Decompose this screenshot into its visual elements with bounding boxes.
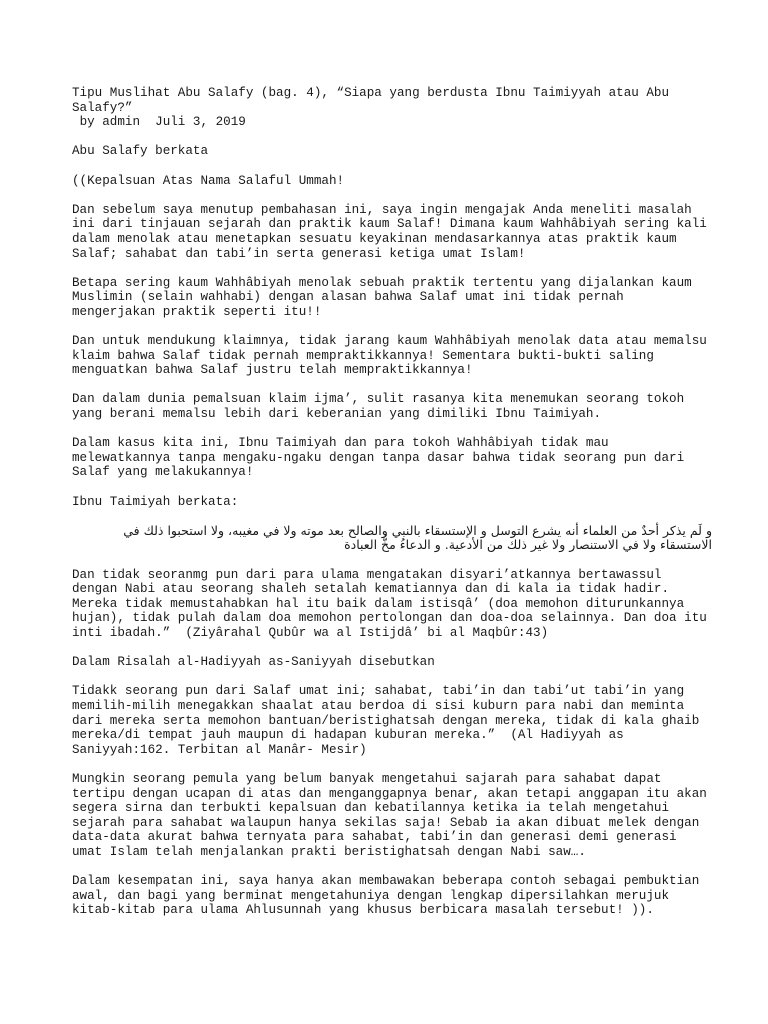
document-page	[72, 86, 715, 932]
paragraph: ((Kepalsuan Atas Nama Salaful Ummah!	[72, 173, 345, 188]
paragraph: Ibnu Taimiyah berkata:	[72, 494, 239, 509]
paragraph: Betapa sering kaum Wahhâbiyah menolak sebuah praktik tertentu yang dijalankan kaum Muslimin (selain wahhabi) dengan alasan bahwa Salaf umat ini tidak pernah mengerjakan praktik seperti itu!!	[72, 275, 700, 319]
paragraph: Dalam kesempatan ini, saya hanya akan membawakan beberapa contoh sebagai pembuktian awal, dan bagi yang berminat mengetahuniya dengan lengkap dipersilahkan merujuk kitab-kitab para ulama Ahlusunnah yang khusus berbicara masalah tersebut! )).	[72, 874, 707, 918]
paragraph: Tidakk seorang pun dari Salaf umat ini; sahabat, tabi’in dan tabi’ut tabi’in yang memilih-milih menegakkan shaalat atau berdoa di sisi kuburn para nabi dan meminta dari mereka serta memohon bantuan/beristighatsah dengan mereka, tidak di kala ghaib mereka/di tempat jauh maupun di hadapan kuburan mereka.” (Al Hadiyyah as Saniyyah:162. Terbitan al Manâr- Mesir)	[72, 684, 707, 757]
arabic-quote: و لَم يذكر أحدٌ من العلماء أنه يشرع التوسل و الإستسقاء بالنبي والصالح بعد موته ولا في مغيبه، ولا استحبوا ذلك في الاستسقاء ولا في الاستنصار ولا غير ذلك من الأدعية. و الدعاءُ مخُّ العبادة	[123, 522, 712, 553]
paragraph: Dan sebelum saya menutup pembahasan ini, saya ingin mengajak Anda meneliti masalah ini dari tinjauan sejarah dan praktik kaum Salaf! Dimana kaum Wahhâbiyah sering kali dalam menolak atau menetapkan sesuatu keyakinan mendasarkannya atas praktik kaum Salaf; sahabat dan tabi’in serta generasi ketiga umat Islam!	[72, 202, 715, 261]
paragraph: Dan dalam dunia pemalsuan klaim ijma’, sulit rasanya kita menemukan seorang tokoh yang berani memalsu lebih dari keberanian yang dimiliki Ibnu Taimiyah.	[72, 392, 692, 422]
paragraph: Abu Salafy berkata	[72, 144, 209, 159]
paragraph: Dalam Risalah al-Hadiyyah as-Saniyyah disebutkan	[72, 655, 435, 670]
paragraph: Dan tidak seoranmg pun dari para ulama mengatakan disyari’atkannya bertawassul dengan Nabi atau seorang shaleh setalah kematiannya dan di kala ia tidak hadir. Mereka tidak memustahabkan hal itu baik dalam istisqâ’ (doa memohon diturunkannya hujan), tidak pulah dalam doa memohon pertolongan dan doa-doa selainnya. Dan doa itu inti ibadah.” (Ziyârahal Qubûr wa al Istijdâ’ bi al Maqbûr:43)	[72, 567, 715, 640]
paragraph: Mungkin seorang pemula yang belum banyak mengetahui sajarah para sahabat dapat tertipu dengan ucapan di atas dan menganggapnya benar, akan tetapi anggapan itu akan segera sirna dan terbukti kepalsuan dan kebatilannya ketika ia telah mengetahui sejarah para sahabat walaupun hanya sekilas saja! Sebab ia akan dibuat melek dengan data-data akurat bahwa ternyata para sahabat, tabi’in dan generasi demi generasi umat Islam telah menjalankan prakti beristighatsah dengan Nabi saw….	[72, 771, 715, 859]
paragraph: Dalam kasus kita ini, Ibnu Taimiyah dan para tokoh Wahhâbiyah tidak mau melewatkannya tanpa mengaku-ngaku dengan tanpa dasar bahwa tidak seorang pun dari Salaf yang melakukannya!	[72, 436, 692, 480]
paragraph: Dan untuk mendukung klaimnya, tidak jarang kaum Wahhâbiyah menolak data atau memalsu klaim bahwa Salaf tidak pernah mempraktikkannya! Sementara bukti-bukti saling menguatkan bahwa Salaf justru telah mempraktikkannya!	[72, 334, 715, 378]
document-byline: by admin Juli 3, 2019	[72, 115, 246, 130]
document-title: Tipu Muslihat Abu Salafy (bag. 4), “Siapa yang berdusta Ibnu Taimiyyah atau Abu Salafy?”	[72, 86, 677, 115]
